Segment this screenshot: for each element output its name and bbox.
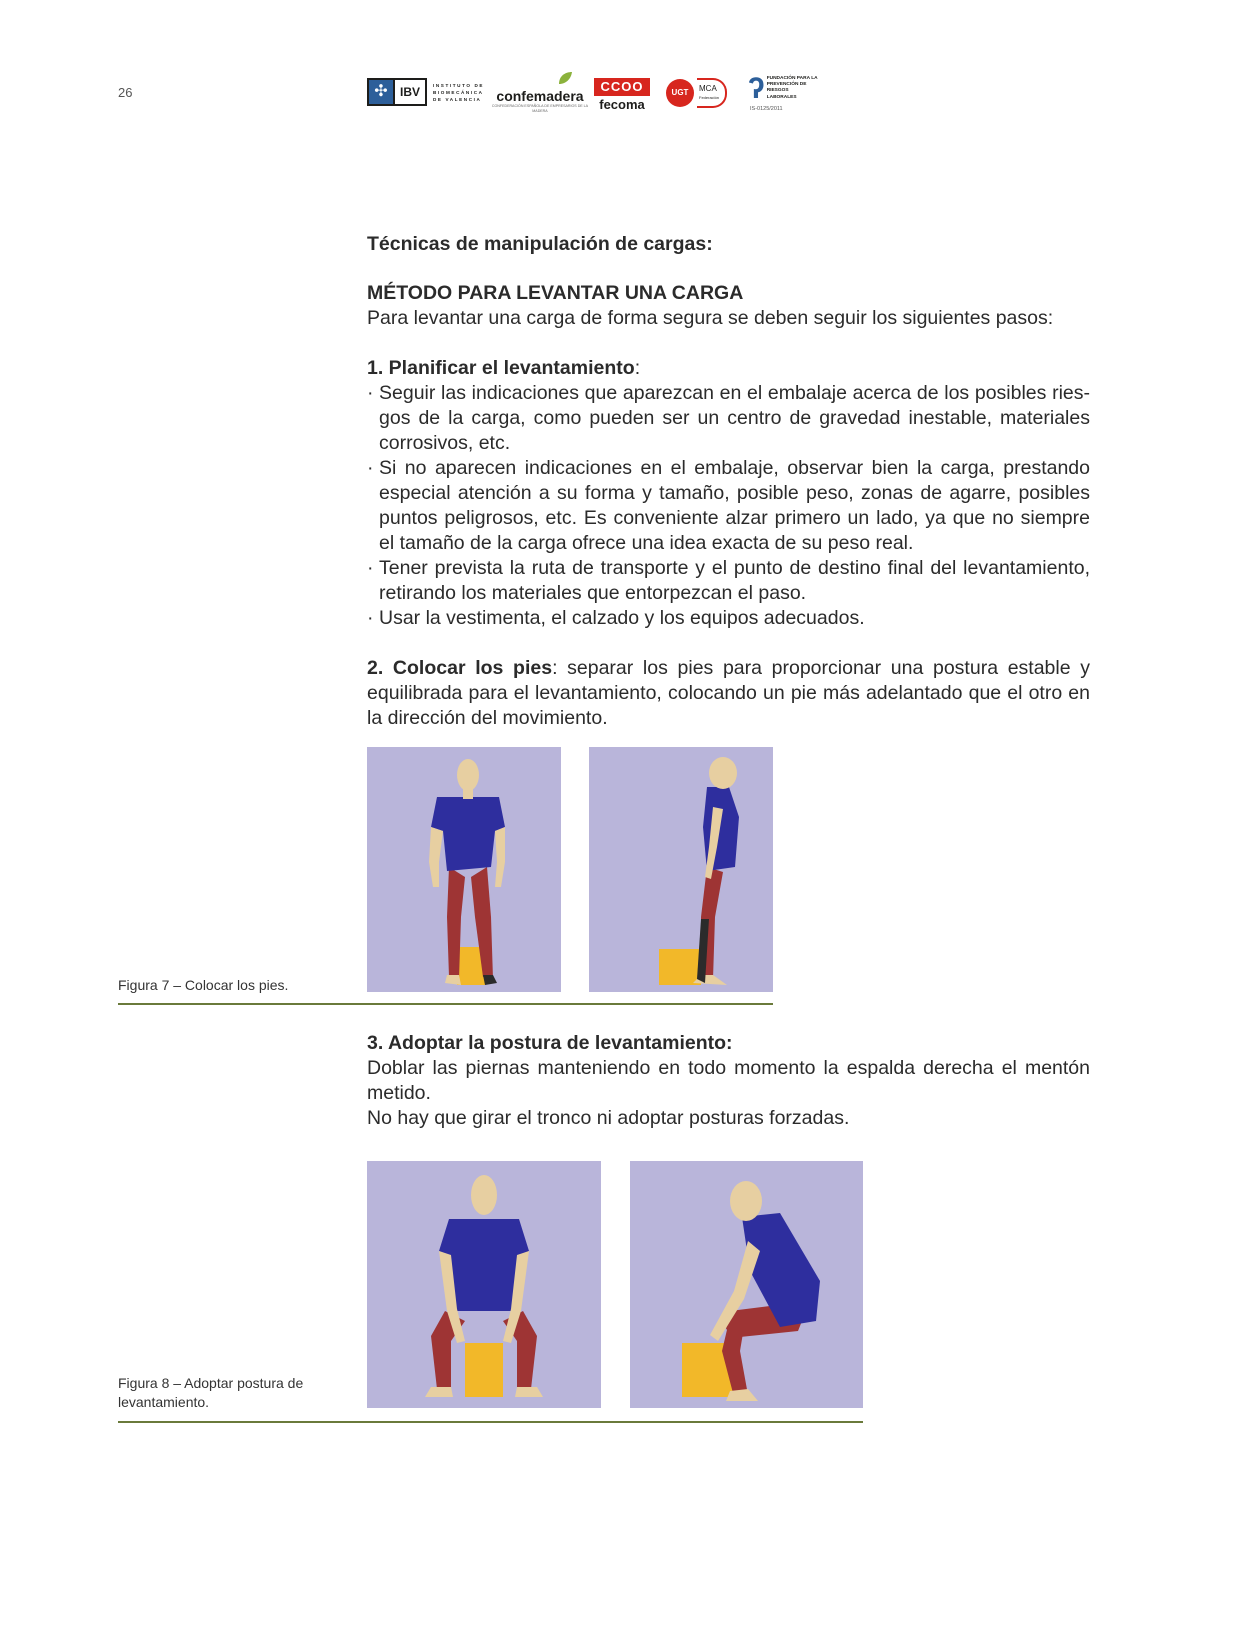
ibv-logo: [367, 78, 493, 106]
section-title: [367, 232, 1090, 257]
step1-bullet: · Si no aparecen indicaciones en el embalaje, observar bien la carga, prestando especial atención a su forma y tamaño, posible peso, zonas de agarre, posibles puntos peligrosos, etc. Es conveniente alzar primero un lado, ya que no siempre el tamaño de la carga ofrece una idea exacta de su peso real.: [367, 457, 1090, 554]
ccoo-sub: fecoma: [599, 97, 645, 112]
ugt-mca-label: MCA: [699, 84, 717, 93]
page-number: 26: [118, 85, 133, 100]
leaf-icon: [556, 70, 574, 88]
figure8-front-image: [367, 1161, 601, 1408]
step2-title: 2. Colocar los pies: [367, 657, 553, 679]
step1-title: 1. Planificar el levantamiento: [367, 357, 635, 379]
fundacion-text: FUNDACIÓN PARA LA PREVENCIÓN DE RIESGOS LABORALES: [766, 76, 818, 100]
confemadera-logo: [490, 72, 590, 113]
step2-text: : separar los pies para proporcionar una postura estable y equilibrada para el levantamiento, colocando un pie más adelantado que el otro en la dirección del movimiento.: [367, 657, 1090, 729]
ugt-logo: [666, 78, 727, 108]
step1-bullet: · Tener prevista la ruta de transporte y el punto de destino final del levantamiento, retirando los materiales que entorpezcan el paso.: [367, 557, 1090, 604]
figure8-side-image: [630, 1161, 863, 1408]
figure7-caption: Figura 7 – Colocar los pies.: [118, 977, 289, 993]
fundacion-code: IS-0125/2011: [750, 106, 783, 112]
step1-bullet-text: Si no aparecen indicaciones en el embalaje, observar bien la carga, prestando especial atención a su forma y tamaño, posible peso, zonas de agarre, posibles puntos peligrosos, etc. Es conveniente alzar primero un lado, ya que no siempre el tamaño de la carga ofrece una idea exacta de su peso real.: [379, 457, 1090, 554]
ibv-logo-name: IBV: [395, 78, 427, 106]
ugt-mca-small: Federación: [699, 95, 720, 100]
fundacion-icon: ʔ: [748, 72, 765, 105]
step3-line1: Doblar las piernas manteniendo en todo momento la espalda derecha el mentón metido.: [367, 1057, 1090, 1104]
ccoo-logo: [594, 78, 650, 112]
figure7-rule: [118, 1003, 773, 1005]
figure8-caption: Figura 8 – Adoptar postura de levantamiento.: [118, 1375, 304, 1410]
step1-bullet: · Usar la vestimenta, el calzado y los equipos adecuados.: [367, 607, 865, 629]
step1-block: [367, 356, 1090, 631]
fundacion-logo: [748, 73, 818, 112]
figure8-rule: [118, 1421, 863, 1423]
ibv-icon: ✣: [367, 78, 395, 106]
step2-block: [367, 656, 1090, 731]
method-title: MÉTODO PARA LEVANTAR UNA CARGA: [367, 282, 744, 304]
intro-text: Para levantar una carga de forma segura se deben seguir los siguientes pasos:: [367, 307, 1054, 329]
step1-colon: :: [634, 357, 641, 379]
confemadera-sub: CONFEDERACIÓN ESPAÑOLA DE EMPRESARIOS DE LA MADERA: [491, 104, 589, 113]
step1-bullet-text: Seguir las indicaciones que aparezcan en el embalaje acerca de los posibles ries-gos de la carga, como pueden ser un centro de gravedad inestable, materiales corrosivos, etc.: [379, 382, 1090, 454]
confemadera-name: confemadera: [496, 88, 584, 104]
ccoo-name: CCOO: [594, 78, 650, 96]
figure7-side-image: [589, 747, 773, 992]
ugt-mca: [697, 78, 727, 108]
ugt-name: UGT: [666, 79, 694, 107]
section-title-text: Técnicas de manipulación de cargas:: [367, 233, 713, 255]
method-block: [367, 281, 1090, 331]
step1-bullet: · Seguir las indicaciones que aparezcan en el embalaje acerca de los posibles ries-gos de la carga, como pueden ser un centro de gravedad inestable, materiales corrosivos, etc.: [367, 382, 1090, 454]
step1-bullet-text: Tener prevista la ruta de transporte y el punto de destino final del levantamiento, retirando los materiales que entorpezcan el paso.: [379, 557, 1090, 604]
step3-title: 3. Adoptar la postura de levantamiento:: [367, 1032, 733, 1054]
ibv-logo-text: INSTITUTO DE BIOMECÁNICA DE VALENCIA: [433, 82, 485, 102]
step1-bullet-text: Usar la vestimenta, el calzado y los equipos adecuados.: [379, 607, 865, 629]
step3-block: [367, 1031, 1090, 1131]
step3-line2: No hay que girar el tronco ni adoptar posturas forzadas.: [367, 1107, 850, 1129]
figure7-front-image: [367, 747, 561, 992]
